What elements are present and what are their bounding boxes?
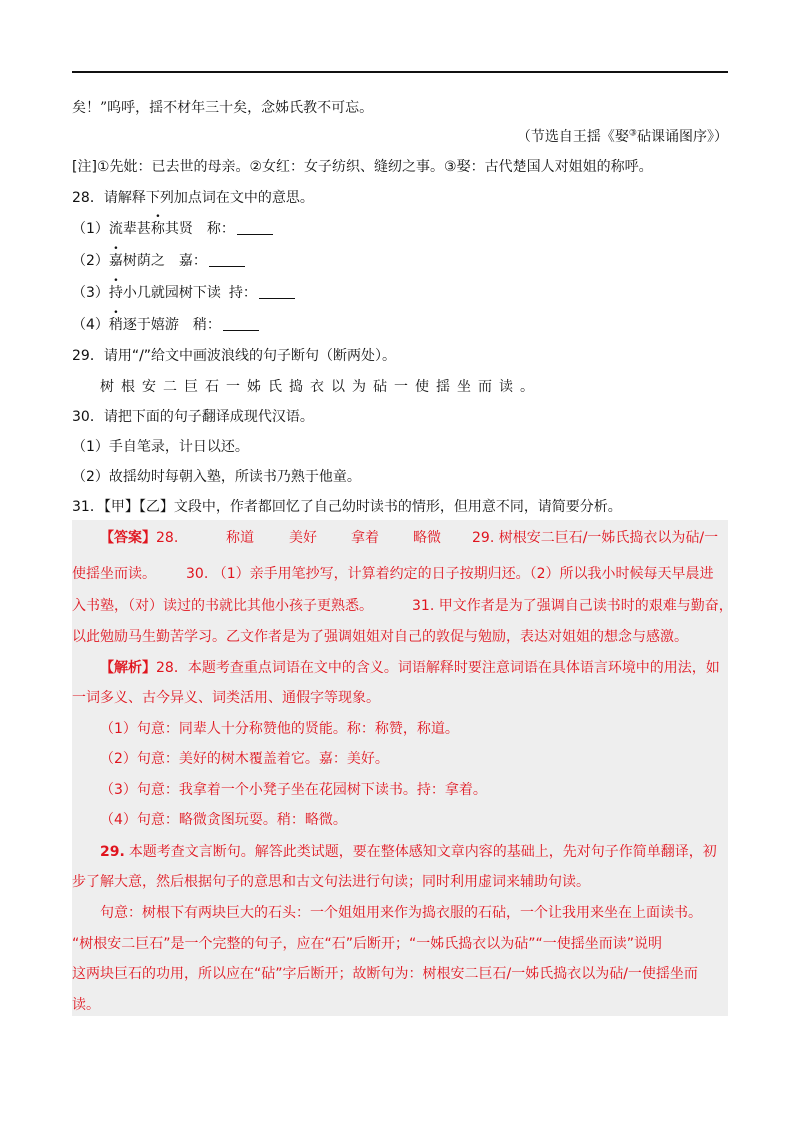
q28-item-2 xyxy=(72,251,245,271)
q30-item-1: （1）手自笔录，计日以还。 xyxy=(72,439,249,455)
item-text: 流辈甚 xyxy=(108,221,151,237)
analysis-text: 28．本题考查重点词语在文中的含义。词语解释时要注意词语在具体语言环境中的用法，如 xyxy=(156,660,720,676)
answer-line-2a: 使揺坐而读。 xyxy=(72,566,156,582)
item-key: 嘉： xyxy=(178,253,207,269)
item-num: （1） xyxy=(72,221,109,237)
dotted-word: 稍 xyxy=(108,317,123,333)
analysis-29-text: 本题考查文言断句。解答此类试题，要在整体感知文章内容的基础上，先对句子作简单翻译，初 xyxy=(128,844,717,860)
analysis-item-4: （4）句意：略微贪图玩耍。稍：略微。 xyxy=(100,812,347,828)
analysis-29-num: 29. xyxy=(100,844,125,860)
analysis-sentence-2: “树根安二巨石”是一个完整的句子，应在“石”后断开；“一姊氏捣衣以为砧”“一使揺坐而读”说明 xyxy=(72,936,663,952)
item-text: 小几就园树下读 xyxy=(122,285,221,301)
dotted-word: 称 xyxy=(150,221,165,237)
q28-title: 28．请解释下列加点词在文中的意思。 xyxy=(72,190,314,206)
q30-title: 30．请把下面的句子翻译成现代汉语。 xyxy=(72,409,314,425)
analysis-sentence-3: 这两块巨石的功用，所以应在“砧”字后断开；故断句为：树根安二巨石/一姊氏捣衣以为砧/一使揺坐而 xyxy=(72,966,698,982)
answer-label xyxy=(100,528,178,548)
item-text: 其贤 xyxy=(164,221,193,237)
analysis-29-line-1 xyxy=(100,842,717,862)
analysis-sentence-4: 读。 xyxy=(72,997,100,1013)
answer-line-2b: 30. （1）亲手用笔抄写，计算着约定的日子按期归还。（2）所以我小时候每天早晨进 xyxy=(186,566,714,582)
source-suffix: 砧课诵图序》） xyxy=(637,129,728,145)
item-key: 稍： xyxy=(192,317,221,333)
answer-q29: 29. 树根安二巨石/一姊氏捣衣以为砧/一 xyxy=(472,530,719,546)
item-num: （3） xyxy=(72,285,109,301)
item-num: （4） xyxy=(72,317,109,333)
answer-q28-3: 拿着 xyxy=(351,530,379,546)
analysis-item-1: （1）句意：同辈人十分称赞他的贤能。称：称赞，称道。 xyxy=(100,721,459,737)
analysis-29-line-2: 步了解大意，然后根据句子的意思和古文句法进行句读；同时利用虚词来辅助句读。 xyxy=(72,874,590,890)
q29-sentence: 树根安二巨石一姊氏捣衣以为砧一使揺坐而读。 xyxy=(100,379,541,395)
answer-line-3a: 入书塾，（对）读过的书就比其他小孩子更熟悉。 xyxy=(72,598,373,614)
item-key: 称： xyxy=(206,221,235,237)
answer-line-3b: 31. 甲文作者是为了强调自己读书时的艰难与勤奋， xyxy=(412,598,733,614)
item-key: 持： xyxy=(228,285,257,301)
answer-line-4: 以此勉励马生勤苦学习。乙文作者是为了强调姐姐对自己的敦促与勉励，表达对姐姐的想念与感激。 xyxy=(72,629,688,645)
answer-q28-1: 称道 xyxy=(226,530,254,546)
dotted-word: 持 xyxy=(108,285,123,301)
q28-item-1 xyxy=(72,219,273,239)
q28-item-3 xyxy=(72,283,295,303)
item-text: 逐于嬉游 xyxy=(122,317,179,333)
answer-q28-2: 美好 xyxy=(289,530,317,546)
analysis-item-2: （2）句意：美好的树木覆盖着它。嘉：美好。 xyxy=(100,751,389,767)
analysis-line-1 xyxy=(100,658,720,678)
header-rule xyxy=(72,71,728,73)
q29-title: 29．请用“/”给文中画波浪线的句子断句（断两处）。 xyxy=(72,348,397,364)
answer-blank[interactable] xyxy=(237,220,273,235)
dotted-word: 嘉 xyxy=(108,253,123,269)
q30-item-2: （2）故揺幼时每朝入塾，所读书乃熟于他童。 xyxy=(72,469,361,485)
passage-end: 矣！”呜呼，揺不材年三十矣，念姊氏教不可忘。 xyxy=(72,100,374,116)
q31-title: 31．【甲】【乙】文段中，作者都回忆了自己幼时读书的情形，但用意不同，请简要分析。 xyxy=(72,499,622,515)
q28-item-4 xyxy=(72,315,259,335)
source-prefix: （节选自王揺《娶 xyxy=(516,129,629,145)
answer-blank[interactable] xyxy=(223,316,259,331)
answer-q28-num: 28. xyxy=(156,530,179,546)
answer-blank[interactable] xyxy=(209,252,245,267)
analysis-item-3: （3）句意：我拿着一个小凳子坐在花园树下读书。持：拿着。 xyxy=(100,782,487,798)
annotation-note: [注]①先妣：已去世的母亲。②女红：女子纺织、缝纫之事。③娶：古代楚国人对姐姐的称呼。 xyxy=(72,159,653,175)
item-num: （2） xyxy=(72,253,109,269)
analysis-sentence-1: 句意：树根下有两块巨大的石头：一个姐姐用来作为捣衣服的石砧，一个让我用来坐在上面读书。 xyxy=(100,905,702,921)
source-citation xyxy=(517,127,728,147)
answer-q28-4: 略微 xyxy=(413,530,441,546)
item-text: 树荫之 xyxy=(122,253,165,269)
analysis-label: 【解析】 xyxy=(100,660,156,676)
answer-label-text: 【答案】 xyxy=(100,530,156,546)
analysis-line-2: 一词多义、古今异义、词类活用、通假字等现象。 xyxy=(72,690,380,706)
answer-blank[interactable] xyxy=(259,284,295,299)
source-sup: ③ xyxy=(628,128,637,139)
